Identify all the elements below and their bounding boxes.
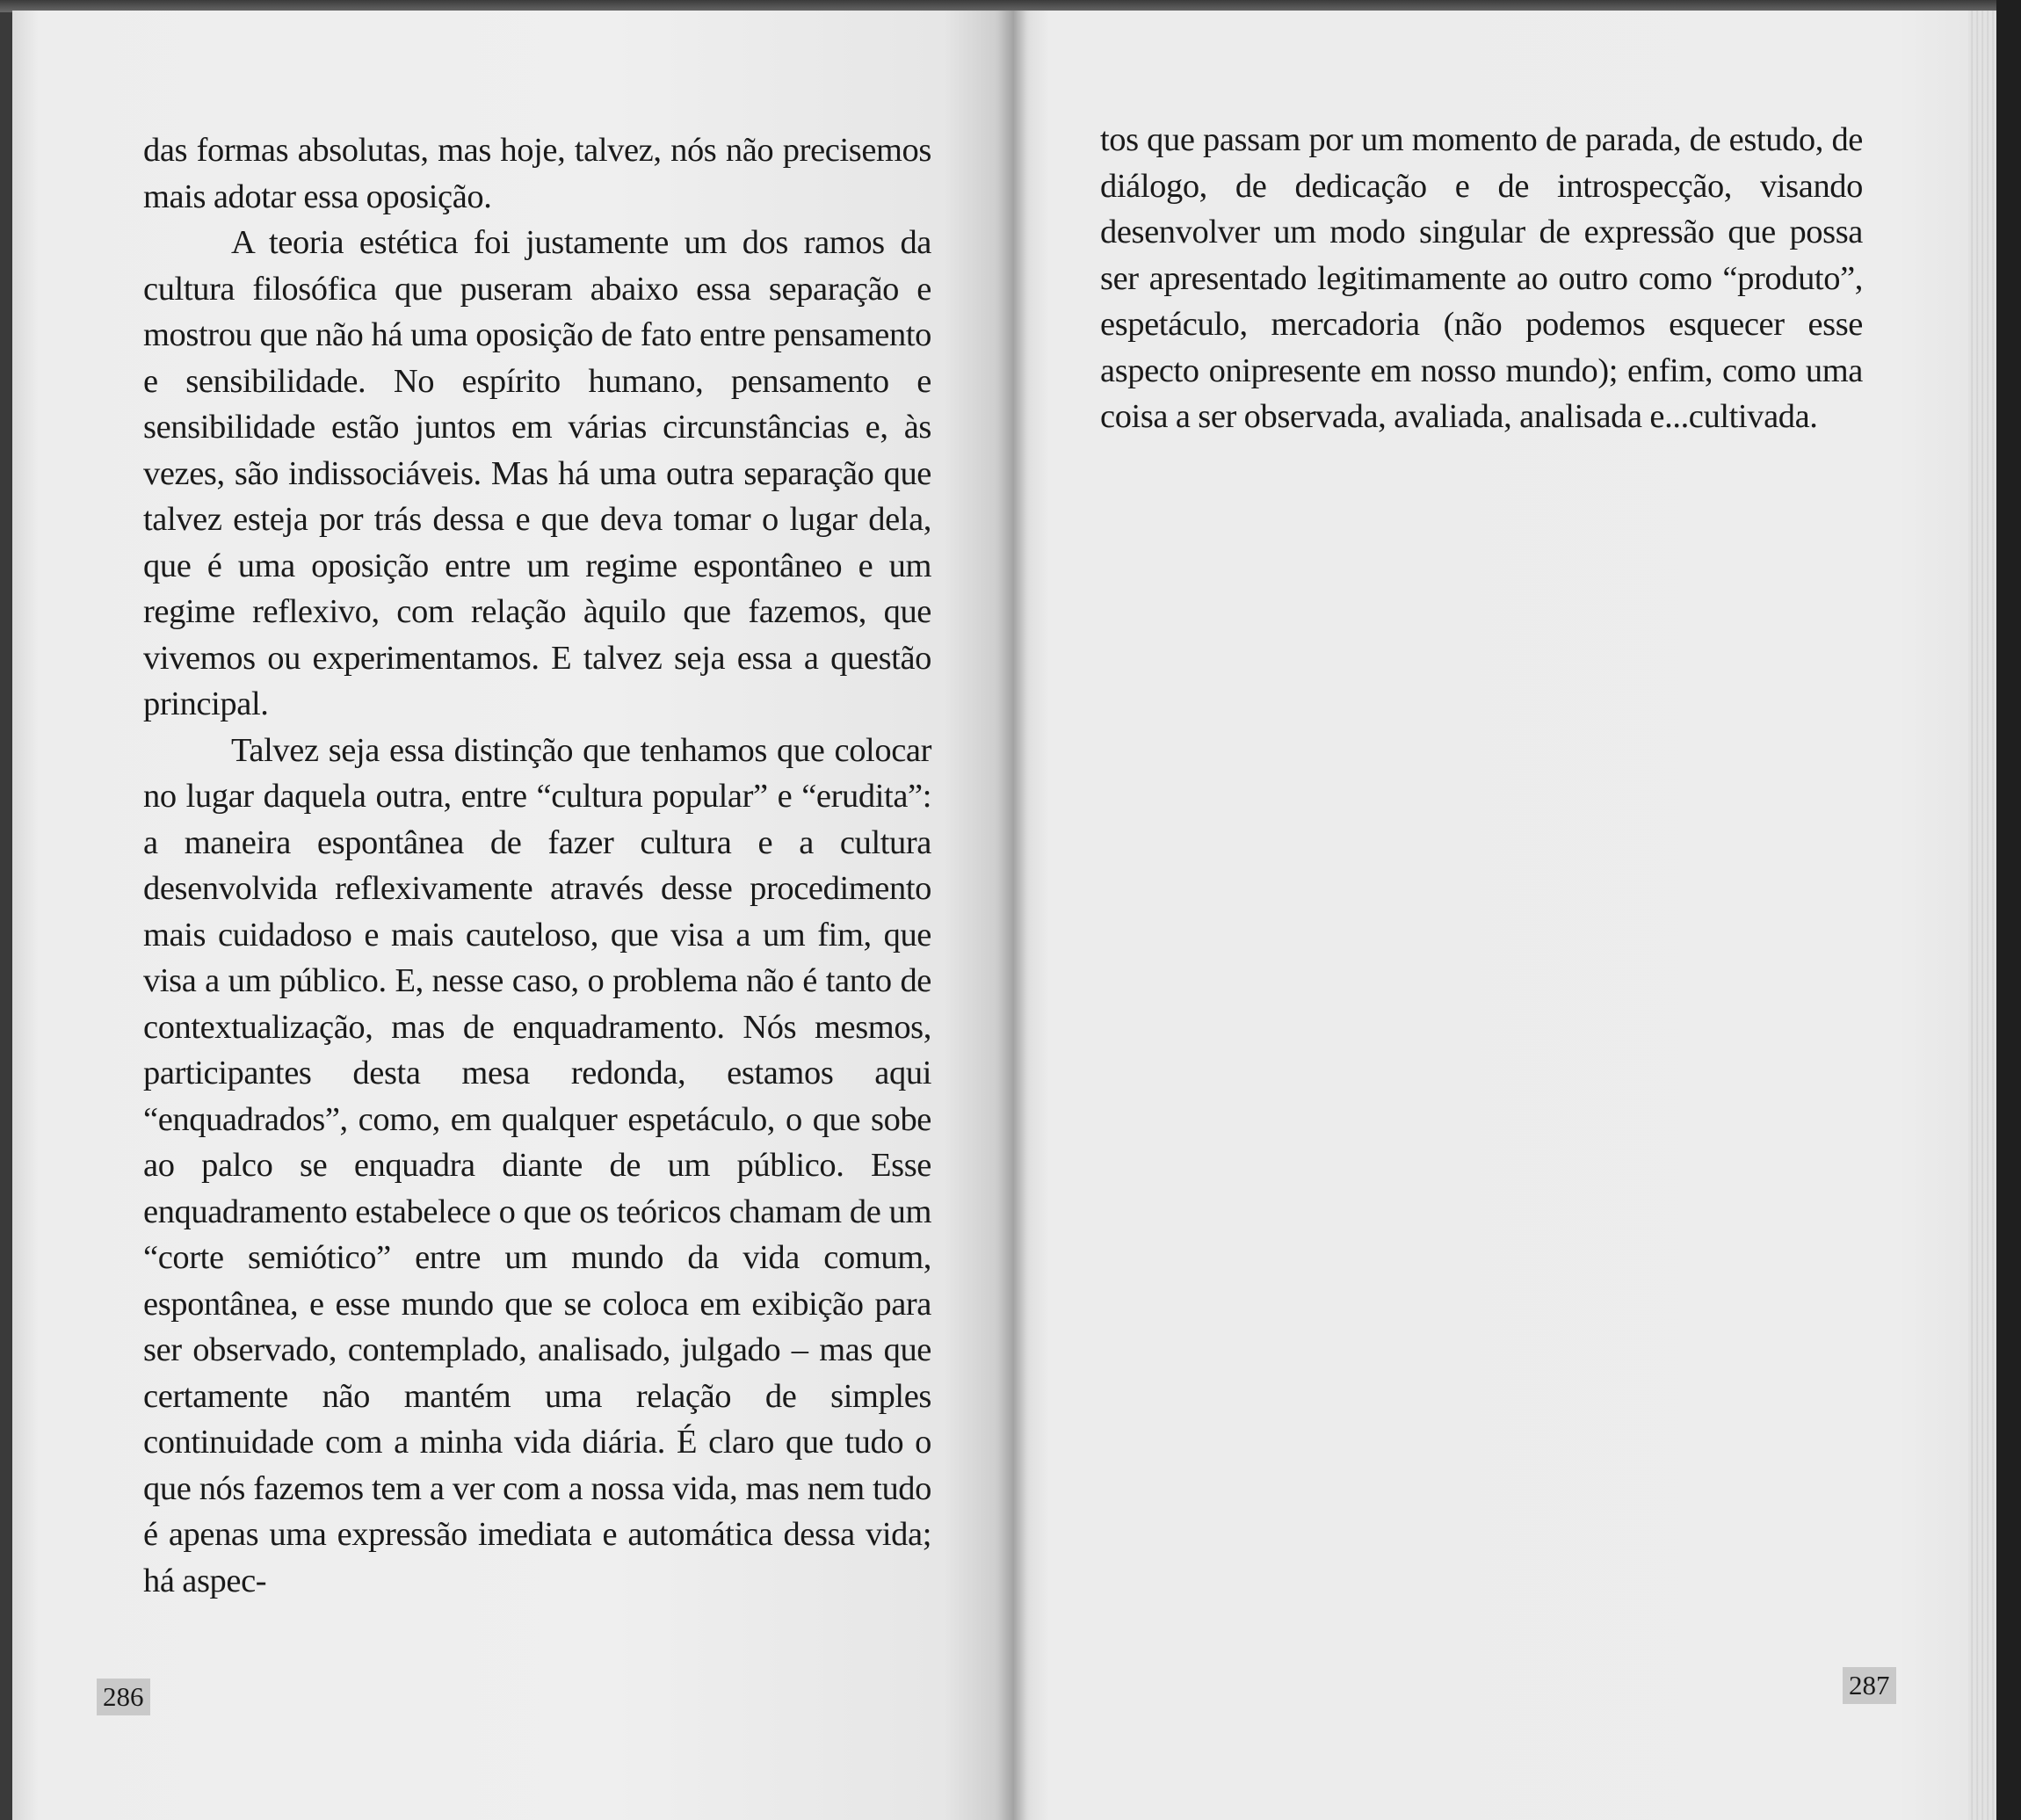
page-number-right: 287: [1843, 1667, 1896, 1704]
right-page-body: [1100, 117, 1863, 440]
right-paragraph-1: tos que passam por um momento de parada, de estudo, de diálogo, de dedicação e de introspecção, visando desenvolver um modo singular de expressão que possa ser apresentado legitimamente ao outro como “produto”, espetáculo, mercadoria (não podemos esquecer esse aspecto onipresente em nosso mundo); enfim, como uma coisa a ser observada, avaliada, analisada e...cultivada.: [1100, 121, 1863, 435]
left-page-body: [143, 127, 931, 1604]
left-paragraph-2: A teoria estética foi justamente um dos ramos da cultura filosófica que puseram abaixo essa separação e mostrou que não há uma oposição de fato entre pensamento e sensibilidade. No espírito humano, pensamento e sensibilidade estão juntos em várias circunstâncias e, às vezes, são indissociáveis. Mas há uma outra separação que talvez esteja por trás dessa e que deva tomar o lugar dela, que é uma oposição entre um regime espontâneo e um regime reflexivo, com relação àquilo que fazemos, que vivemos ou experimentamos. E talvez seja essa a questão principal.: [143, 224, 931, 722]
left-paragraph-3: Talvez seja essa distinção que tenhamos que colocar no lugar daquela outra, entre “cultura popular” e “erudita”: a maneira espontânea de fazer cultura e a cultura desenvolvida reflexivamente através desse procedimento mais cuidadoso e mais cauteloso, que visa a um fim, que visa a um público. E, nesse caso, o problema não é tanto de contextualização, mas de enquadramento. Nós mesmos, participantes desta mesa redonda, estamos aqui “enquadrados”, como, em qualquer espetáculo, o que sobe ao palco se enquadra diante de um público. Esse enquadramento estabelece o que os teóricos chamam de um “corte semiótico” entre um mundo da vida comum, espontânea, e esse mundo que se coloca em exibição para ser observado, contemplado, analisado, julgado – mas que certamente não mantém uma relação de simples continuidade com a minha vida diária. É claro que tudo o que nós fazemos tem a ver com a nossa vida, mas nem tudo é apenas uma expressão imediata e automática dessa vida; há aspec-: [143, 731, 931, 1599]
page-edges: [1968, 11, 1996, 1820]
page-number-left: 286: [97, 1679, 150, 1715]
scanner-right-edge: [1996, 0, 2021, 1820]
left-paragraph-1: das formas absolutas, mas hoje, talvez, nós não precisemos mais adotar essa oposição.: [143, 132, 931, 215]
